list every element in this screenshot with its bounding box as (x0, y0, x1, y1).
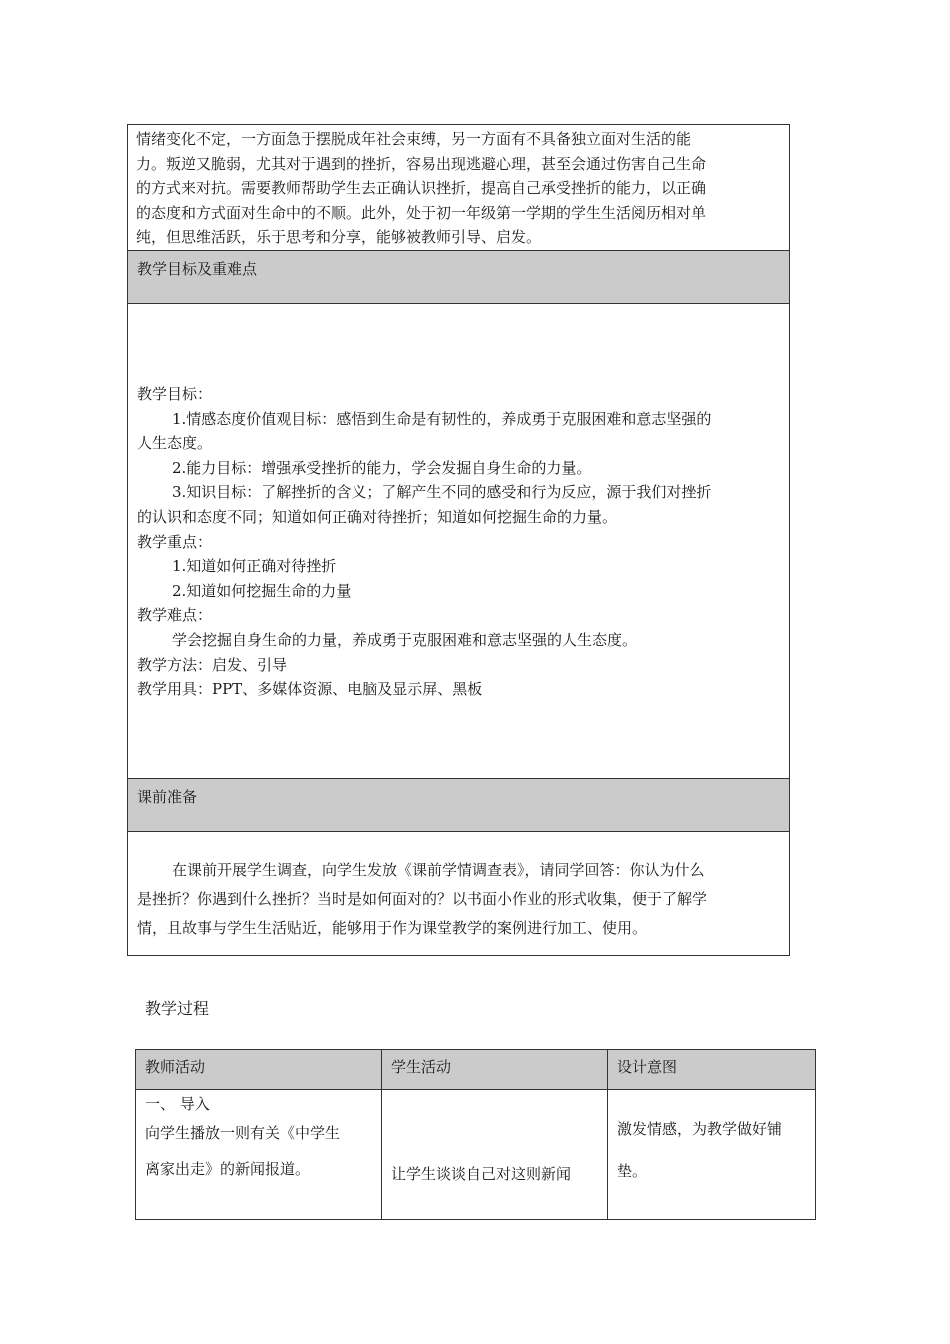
objectives-header-cell (127, 250, 790, 304)
goal-1-line-1: 1.情感态度价值观目标：感悟到生命是有韧性的，养成勇于克服困难和意志坚强的 (172, 409, 712, 428)
intent-line-1: 激发情感，为教学做好铺 (617, 1120, 783, 1138)
teacher-line-2: 离家出走》的新闻报道。 (145, 1160, 311, 1178)
column-header-intent: 设计意图 (608, 1050, 816, 1090)
intent-line-2: 垫。 (617, 1162, 648, 1180)
teaching-method: 教学方法：启发、引导 (137, 655, 288, 674)
analysis-line-1: 情绪变化不定，一方面急于摆脱成年社会束缚，另一方面有不具备独立面对生活的能 (136, 130, 692, 148)
prep-line-2: 是挫折？你遇到什么挫折？当时是如何面对的？以书面小作业的形式收集，便于了解学 (137, 890, 708, 908)
objectives-header: 教学目标及重难点 (137, 260, 258, 278)
process-title: 教学过程 (145, 999, 210, 1018)
table-row (136, 1090, 816, 1220)
prep-header-cell (127, 778, 790, 832)
prep-content-cell (127, 832, 790, 956)
goals-label: 教学目标： (137, 385, 213, 403)
difficulty-label: 教学难点： (137, 606, 213, 625)
prep-header: 课前准备 (137, 788, 198, 806)
teacher-line-1: 向学生播放一则有关《中学生 (145, 1124, 341, 1142)
key-point-1: 1.知道如何正确对待挫折 (172, 557, 337, 576)
process-table (135, 1049, 816, 1220)
analysis-line-2: 力。叛逆又脆弱，尤其对于遇到的挫折，容易出现逃避心理，甚至会通过伤害自己生命 (136, 154, 707, 173)
goal-2: 2.能力目标：增强承受挫折的能力，学会发掘自身生命的力量。 (172, 458, 592, 477)
analysis-line-5: 纯，但思维活跃，乐于思考和分享，能够被教师引导、启发。 (136, 228, 542, 247)
key-points-label: 教学重点： (137, 532, 213, 551)
goal-3-line-1: 3.知识目标：了解挫折的含义；了解产生不同的感受和行为反应，源于我们对挫折 (172, 483, 712, 502)
objectives-content-cell (127, 304, 790, 778)
prep-line-1: 在课前开展学生调查，向学生发放《课前学情调查表》，请同学回答：你认为什么 (172, 861, 705, 879)
teacher-heading: 一、 导入 (145, 1095, 210, 1113)
teacher-activity-cell (136, 1090, 382, 1220)
prep-line-3: 情，且故事与学生生活贴近，能够用于作为课堂教学的案例进行加工、使用。 (137, 919, 648, 937)
analysis-line-3: 的方式来对抗。需要教师帮助学生去正确认识挫折，提高自己承受挫折的能力，以正确 (136, 179, 707, 198)
analysis-line-4: 的态度和方式面对生命中的不顺。此外，处于初一年级第一学期的学生生活阅历相对单 (136, 203, 707, 222)
column-header-teacher: 教师活动 (136, 1050, 382, 1090)
column-header-student: 学生活动 (382, 1050, 608, 1090)
goal-3-line-2: 的认识和态度不同；知道如何正确对待挫折；知道如何挖掘生命的力量。 (137, 507, 618, 526)
learner-analysis-cell (127, 124, 790, 250)
difficulty-text: 学会挖掘自身生命的力量，养成勇于克服困难和意志坚强的人生态度。 (172, 630, 638, 649)
key-point-2: 2.知道如何挖掘生命的力量 (172, 581, 352, 600)
goal-1-line-2: 人生态度。 (137, 434, 213, 453)
process-table-header (136, 1050, 816, 1090)
teaching-tools: 教学用具：PPT、多媒体资源、电脑及显示屏、黑板 (137, 680, 483, 699)
design-intent-cell (608, 1090, 816, 1220)
student-activity: 让学生谈谈自己对这则新闻 (391, 1165, 572, 1183)
student-activity-cell (382, 1090, 608, 1220)
